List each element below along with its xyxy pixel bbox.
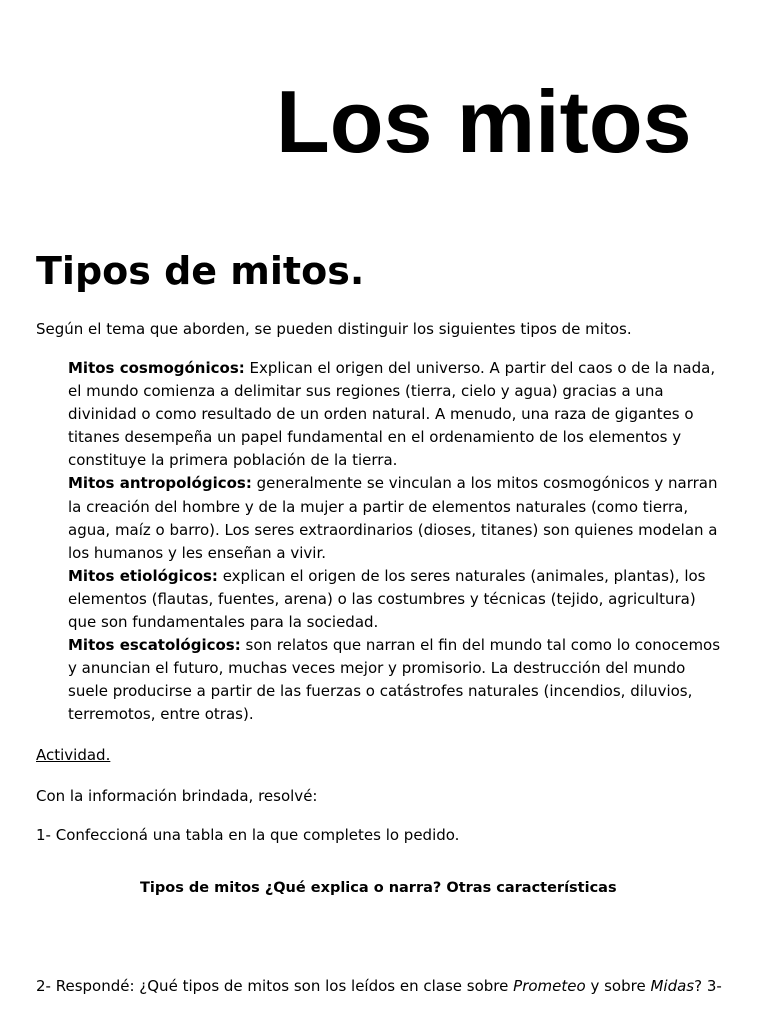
table-header-cell: ¿Qué explica o narra? [264,880,442,896]
table-header-cell: Tipos de mitos [140,880,260,896]
myth-reference: Midas [650,977,695,995]
activity-label: Actividad. [36,746,111,764]
myth-type-eschatological [68,634,728,726]
table-header-cell: Otras características [446,880,617,896]
myth-type-etiological [68,565,728,634]
table-header-row [140,877,617,899]
item-2-prefix: 2- Respondé: ¿Qué tipos de mitos son los leídos en clase sobre [36,977,514,995]
activity-instruction: Con la información brindada, resolvé: [36,787,318,805]
item-2-middle: y sobre [585,977,651,995]
document-title: Los mitos [276,72,692,171]
activity-item-2 [36,975,722,998]
section-heading: Tipos de mitos. [36,249,365,293]
myth-reference: Prometeo [513,977,586,995]
myth-type-anthropological [68,472,728,564]
myth-type-description: generalmente se vinculan a los mitos cosmogónicos y narran la creación del hombre y de la mujer a partir de elementos naturales (como tierra, agua, maíz o barro). Los seres extraordinarios (dioses, titanes) son quienes modelan a los humanos y les enseñan a vivir. [68,474,718,562]
myth-type-description: Explican el origen del universo. A partir del caos o de la nada, el mundo comienza a delimitar sus regiones (tierra, cielo y agua) gracias a una divinidad o como resultado de un orden natural. A menudo, una raza de gigantes o titanes desempeña un papel fundamental en el ordenamiento de los elementos y constituye la primera población de la tierra. [68,359,716,470]
activity-item-1: 1- Confeccioná una tabla en la que completes lo pedido. [36,826,460,844]
myth-type-name: Mitos cosmogónicos: [68,359,245,377]
intro-paragraph: Según el tema que aborden, se pueden distinguir los siguientes tipos de mitos. [36,320,632,338]
myth-type-cosmogonic [68,357,728,472]
myth-type-name: Mitos etiológicos: [68,566,218,585]
myth-types-list [68,357,728,727]
myth-type-description: explican el origen de los seres naturales (animales, plantas), los elementos (flautas, fuentes, arena) o las costumbres y técnicas (tejido, agricultura) que son fundamentales para la sociedad. [68,566,706,632]
myth-type-name: Mitos escatológicos: [68,636,241,655]
myth-type-description: son relatos que narran el fin del mundo tal como lo conocemos y anuncian el futuro, muchas veces mejor y promisorio. La destrucción del mundo suele producirse a partir de las fuerzas o catástrofes naturales (incendios, diluvios, terremotos, entre otras). [68,636,721,724]
item-2-suffix: ? 3- [694,977,722,995]
myth-type-name: Mitos antropológicos: [68,474,252,493]
